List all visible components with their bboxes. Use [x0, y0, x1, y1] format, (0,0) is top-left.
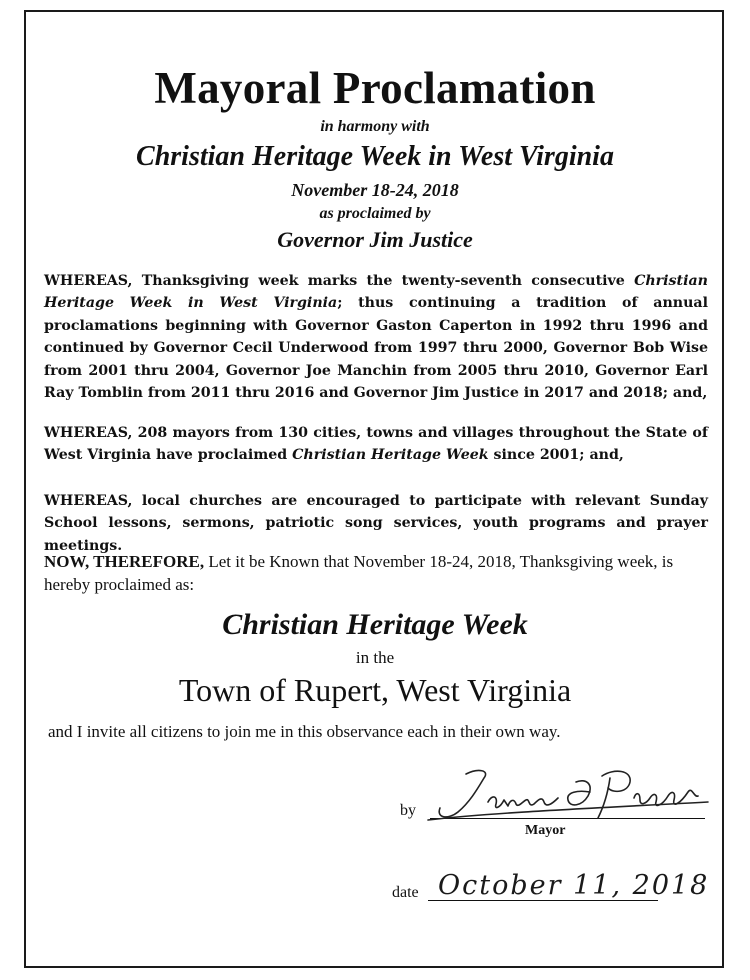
subtitle-dates: November 18-24, 2018 — [291, 180, 459, 200]
p2-text-c: since 2001; and, — [488, 447, 624, 464]
p3-text-a: WHEREAS, local churches are encouraged to participate with relevant Sunday School lessons, sermons, patriotic song services, youth programs and prayer meetings. — [44, 493, 708, 554]
subtitle-governor: Governor Jim Justice — [277, 227, 473, 252]
p1-text-b: Christian Heritage Week in West Virginia — [44, 273, 708, 312]
handwritten-signature — [418, 762, 718, 832]
date-label: date — [392, 884, 419, 901]
whereas-paragraph-2 — [44, 422, 708, 467]
mayor-title: Mayor — [525, 823, 566, 838]
p1-text-a: WHEREAS, Thanksgiving week marks the twenty-seventh consecutive — [44, 273, 635, 289]
proclaimed-place: Town of Rupert, West Virginia — [178, 672, 572, 708]
invite-text: and I invite all citizens to join me in this observance each in their own way. — [48, 722, 561, 741]
whereas-paragraph-1 — [44, 270, 708, 404]
p2-text-a: WHEREAS, 208 mayors from 130 cities, towns and villages throughout the State of West Virginia have proclaimed — [44, 425, 708, 464]
subtitle-heritage-week: Christian Heritage Week in West Virginia — [136, 141, 614, 172]
proclaimed-name: Christian Heritage Week — [222, 608, 528, 641]
therefore-text: Let it be Known that November 18-24, 2018, Thanksgiving week, is hereby proclaimed as: — [44, 552, 674, 594]
p1-text-c: ; thus continuing a tradition of annual proclamations beginning with Governor Gaston Caperton in 1992 thru 1996 and continued by Governor Cecil Underwood from 1997 thru 2000, Governor Bob Wise from 2001 thru 2004, Governor Joe Manchin from 2005 thru 2010, Governor Earl Ray Tomblin from 2011 thru 2016 and Governor Jim Justice in 2017 and 2018; and, — [44, 295, 709, 402]
handwritten-date: October 11, 2018 — [438, 870, 710, 901]
whereas-paragraph-3 — [44, 490, 708, 557]
proclamation-title: Mayoral Proclamation — [154, 63, 596, 113]
therefore-paragraph — [44, 550, 708, 596]
proclaimed-in-the: in the — [355, 648, 395, 667]
therefore-lead: NOW, THEREFORE, — [44, 552, 205, 571]
subtitle-proclaimed-by: as proclaimed by — [319, 205, 431, 222]
subtitle-in-harmony: in harmony with — [320, 118, 430, 135]
p2-text-b: Christian Heritage Week — [292, 447, 489, 464]
by-label: by — [400, 802, 416, 819]
